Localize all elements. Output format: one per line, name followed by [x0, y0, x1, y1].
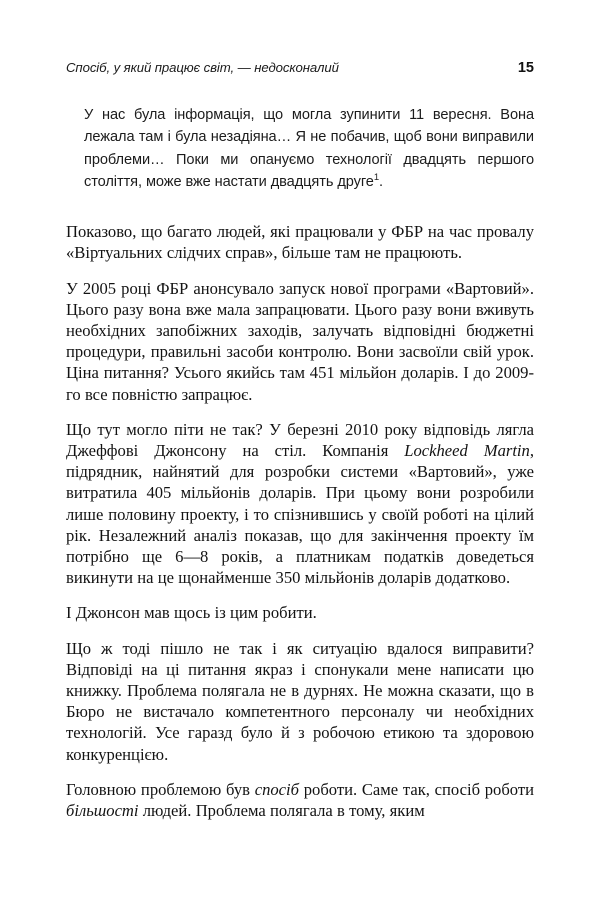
- paragraph: [66, 278, 534, 405]
- paragraph: [66, 419, 534, 589]
- paragraph-text: роботи. Саме так, спосіб роботи: [298, 779, 535, 799]
- text-column: [66, 104, 534, 821]
- paragraph-text: , підрядник, найнятий для розробки системи «Вартовий», уже витратила 405 мільйонів доларів. При цьому вони розробили лише половину проекту, і то спізнившись у своїй роботі на цілий рік. Незалежний аналіз показав, що для закінчення проекту їм потрібно ще 6—8 років, а платникам податків доведеться викинути на це щонайменше 350 мільйонів доларів додатково.: [66, 441, 534, 588]
- running-head-title: Спосіб, у який працює світ, — недосконалий: [66, 60, 339, 75]
- emphasis-text: спосіб: [254, 779, 299, 799]
- paragraph-text: людей. Проблема полягала в тому, яким: [138, 801, 425, 821]
- pull-quote: [84, 104, 534, 193]
- paragraph-text: Що ж тоді пішло не так і як ситуацію вдалося виправити? Відповіді на ці питання якраз і спонукали мене написати цю книжку. Проблема полягала не в дурнях. Не можна сказати, що в Бюро не вистачало компетентного персоналу чи необхідних технологій. Усе гаразд було й з робочою етикою та здоровою конкуренцією.: [66, 638, 534, 764]
- paragraph: [66, 638, 534, 765]
- paragraph: [66, 602, 534, 623]
- footnote-marker: 1: [373, 172, 380, 184]
- pull-quote-text: У нас була інформація, що могла зупинити 11 вересня. Вона лежала там і була незадіяна… Я не побачив, щоб вони виправили проблеми… Поки ми опануємо технології двадцять першого століття, може вже настати двадцять друге: [84, 107, 534, 190]
- paragraph-text: Головною проблемою був: [66, 779, 255, 799]
- paragraph-text: У 2005 році ФБР анонсувало запуск нової програми «Вартовий». Цього разу вона вже мала запрацювати. Цього разу вони вживуть необхідних запобіжних заходів, залучать відповідні бюджетні процедури, правильні засоби контролю. Вони засвоїли свій урок. Ціна питання? Усього якийсь там 451 мільйон доларів. І до 2009-го все повністю запрацює.: [66, 278, 534, 404]
- paragraph-text: І Джонсон мав щось із цим робити.: [66, 603, 317, 623]
- paragraph: [66, 221, 534, 263]
- body-paragraphs: [66, 221, 534, 821]
- paragraph: [66, 779, 534, 821]
- emphasis-text: Lockheed Martin: [404, 441, 530, 461]
- pull-quote-trailing: .: [379, 173, 384, 190]
- emphasis-text: більшості: [66, 801, 139, 821]
- paragraph-text: Показово, що багато людей, які працювали у ФБР на час провалу «Віртуальних слідчих справ», більше там не працюють.: [66, 222, 534, 263]
- page-number: 15: [517, 60, 534, 76]
- paragraph-text: Що тут могло піти не так? У березні 2010 року відповідь лягла Джеффові Джонсону на стіл. Компанія: [66, 419, 534, 461]
- running-head: [66, 60, 534, 76]
